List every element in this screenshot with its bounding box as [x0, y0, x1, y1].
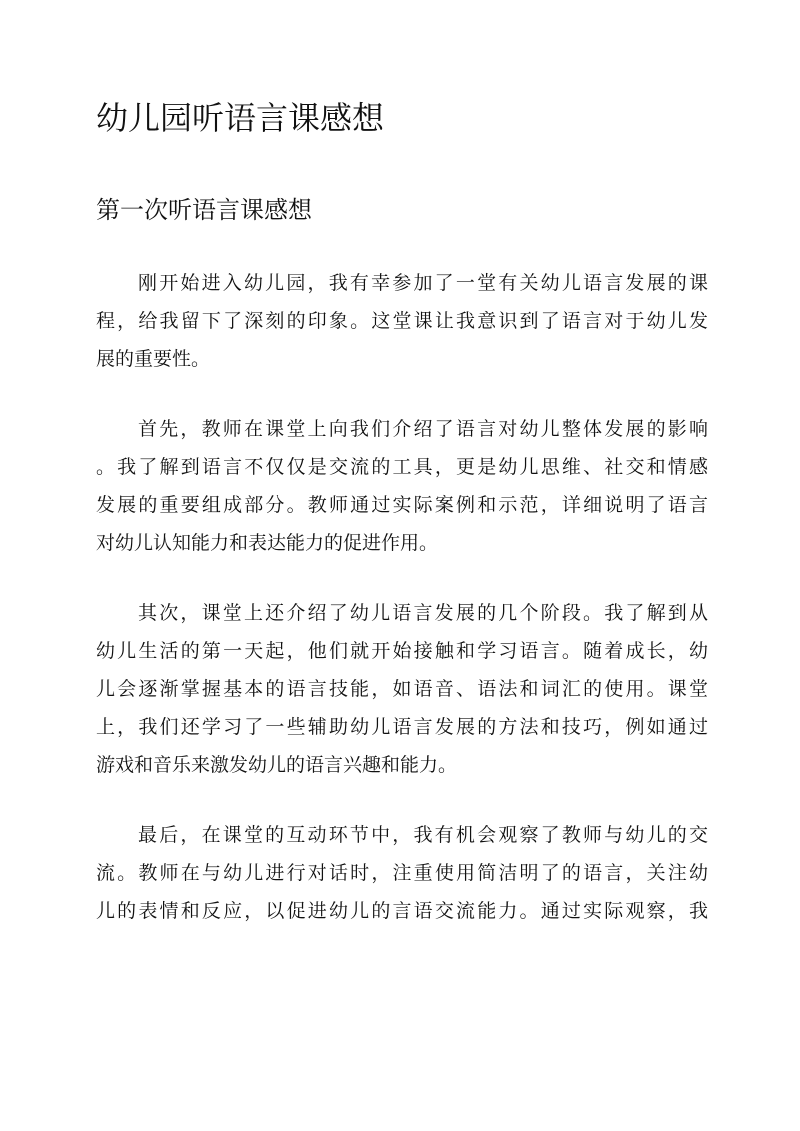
- paragraph-line: 游戏和音乐来激发幼儿的语言兴趣和能力。: [96, 754, 458, 776]
- paragraph-1: [96, 264, 708, 378]
- document-title: 幼儿园听语言课感想: [96, 99, 385, 137]
- paragraph-line: 对幼儿认知能力和表达能力的促进作用。: [96, 532, 439, 554]
- paragraph-line: 流。教师在与幼儿进行对话时，注重使用简洁明了的语言，关注幼: [96, 862, 708, 884]
- paragraph-line: 儿的表情和反应，以促进幼儿的言语交流能力。通过实际观察，我: [96, 900, 708, 922]
- paragraph-line: 其次，课堂上还介绍了幼儿语言发展的几个阶段。我了解到从: [138, 602, 708, 624]
- paragraph-line: 展的重要性。: [96, 348, 211, 370]
- paragraph-4: [96, 816, 708, 930]
- paragraph-line: 程，给我留下了深刻的印象。这堂课让我意识到了语言对于幼儿发: [96, 310, 708, 332]
- document-body: [96, 264, 708, 962]
- paragraph-line: 最后，在课堂的互动环节中，我有机会观察了教师与幼儿的交: [138, 824, 708, 846]
- paragraph-line: 首先，教师在课堂上向我们介绍了语言对幼儿整体发展的影响: [138, 418, 708, 440]
- paragraph-line: 刚开始进入幼儿园，我有幸参加了一堂有关幼儿语言发展的课: [138, 272, 708, 294]
- paragraph-line: 幼儿生活的第一天起，他们就开始接触和学习语言。随着成长，幼: [96, 640, 708, 662]
- paragraph-line: 发展的重要组成部分。教师通过实际案例和示范，详细说明了语言: [96, 494, 708, 516]
- paragraph-2: [96, 410, 708, 562]
- paragraph-line: 上，我们还学习了一些辅助幼儿语言发展的方法和技巧，例如通过: [96, 716, 708, 738]
- paragraph-line: 。我了解到语言不仅仅是交流的工具，更是幼儿思维、社交和情感: [96, 456, 708, 478]
- paragraph-3: [96, 594, 708, 784]
- paragraph-line: 儿会逐渐掌握基本的语言技能，如语音、语法和词汇的使用。课堂: [96, 678, 708, 700]
- section-title: 第一次听语言课感想: [96, 196, 312, 224]
